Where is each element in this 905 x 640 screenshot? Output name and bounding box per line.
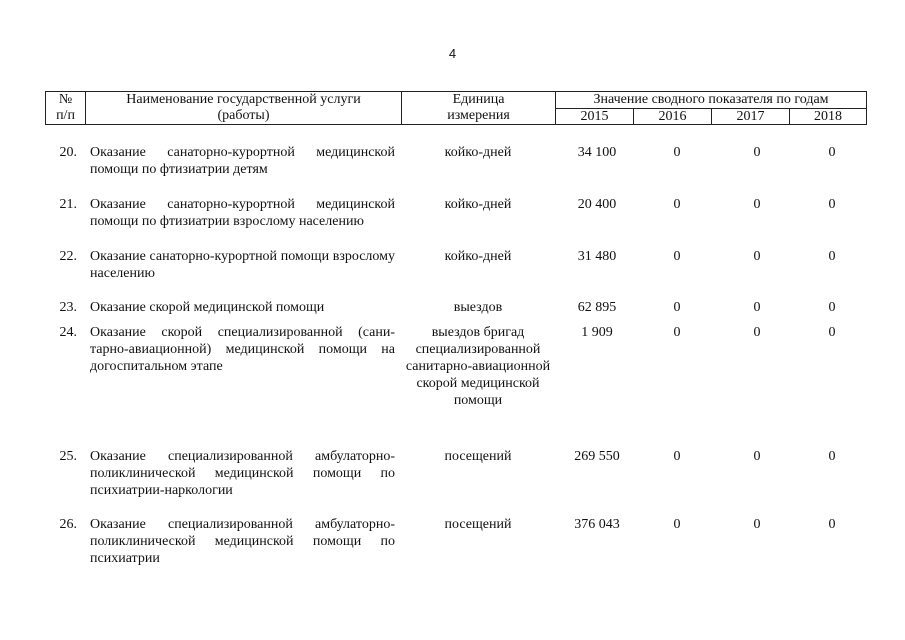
service-name: Оказание санаторно-курортной медицинской помощи по фтизиатрии детям bbox=[90, 145, 395, 177]
value-2016: 0 bbox=[673, 197, 681, 212]
service-name: Оказание скорой специализированной (сани-тарно-авиационной) медицинской помощи на догоспитальном этапе bbox=[90, 325, 395, 374]
value-2018: 0 bbox=[828, 300, 836, 315]
header-name-line1: Наименование государственной услуги bbox=[126, 92, 361, 107]
header-unit-line1: Единица bbox=[452, 92, 505, 107]
value-2016: 0 bbox=[673, 300, 681, 315]
header-num bbox=[46, 92, 85, 124]
value-2018: 0 bbox=[828, 449, 836, 464]
value-2015: 376 043 bbox=[574, 517, 620, 532]
row-number: 25. bbox=[59, 449, 77, 464]
header-name-line2: (работы) bbox=[217, 108, 270, 123]
service-name: Оказание специализированной амбулаторно-поликлинической медицинской помощи по психиатрии bbox=[90, 517, 395, 566]
table-header bbox=[45, 91, 867, 125]
header-year-2018: 2018 bbox=[814, 109, 842, 124]
value-2018: 0 bbox=[828, 249, 836, 264]
value-2018: 0 bbox=[828, 145, 836, 160]
row-number: 26. bbox=[59, 517, 77, 532]
header-vline bbox=[866, 91, 867, 125]
unit-of-measure: посещений bbox=[444, 449, 512, 464]
row-number: 23. bbox=[59, 300, 77, 315]
header-unit bbox=[402, 92, 555, 124]
value-2016: 0 bbox=[673, 325, 681, 340]
value-2017: 0 bbox=[753, 517, 761, 532]
value-2017: 0 bbox=[753, 249, 761, 264]
value-2016: 0 bbox=[673, 145, 681, 160]
value-2018: 0 bbox=[828, 325, 836, 340]
header-year-2017: 2017 bbox=[736, 109, 765, 124]
header-num-line2: п/п bbox=[56, 108, 75, 123]
header-name bbox=[86, 92, 401, 124]
unit-of-measure: койко-дней bbox=[444, 197, 512, 212]
value-2016: 0 bbox=[673, 249, 681, 264]
value-2018: 0 bbox=[828, 517, 836, 532]
row-number: 20. bbox=[59, 145, 77, 160]
unit-of-measure: посещений bbox=[444, 517, 512, 532]
service-name: Оказание санаторно-курортной помощи взрослому населению bbox=[90, 249, 395, 281]
value-2017: 0 bbox=[753, 145, 761, 160]
page-number: 4 bbox=[448, 46, 457, 61]
value-2017: 0 bbox=[753, 300, 761, 315]
value-2015: 269 550 bbox=[574, 449, 620, 464]
row-number: 24. bbox=[59, 325, 77, 340]
value-2015: 1 909 bbox=[581, 325, 613, 340]
value-2017: 0 bbox=[753, 197, 761, 212]
header-unit-line2: измерения bbox=[447, 108, 510, 123]
value-2016: 0 bbox=[673, 517, 681, 532]
unit-of-measure: выездов bbox=[453, 300, 503, 315]
value-2015: 31 480 bbox=[577, 249, 617, 264]
value-2018: 0 bbox=[828, 197, 836, 212]
header-values-title: Значение сводного показателя по годам bbox=[593, 92, 829, 107]
unit-of-measure: койко-дней bbox=[444, 145, 512, 160]
value-2015: 20 400 bbox=[577, 197, 617, 212]
row-number: 22. bbox=[59, 249, 77, 264]
unit-of-measure: койко-дней bbox=[444, 249, 512, 264]
value-2017: 0 bbox=[753, 325, 761, 340]
service-name: Оказание санаторно-курортной медицинской помощи по фтизиатрии взрослому населению bbox=[90, 197, 395, 229]
value-2017: 0 bbox=[753, 449, 761, 464]
header-year-2016: 2016 bbox=[658, 109, 687, 124]
service-name: Оказание скорой медицинской помощи bbox=[90, 300, 325, 315]
value-2015: 62 895 bbox=[577, 300, 617, 315]
header-num-line1: № bbox=[58, 92, 73, 107]
value-2015: 34 100 bbox=[577, 145, 617, 160]
unit-of-measure: выездов бригад специализированной санитарно-авиационной скорой медицинской помощи bbox=[405, 325, 551, 408]
header-year-2015: 2015 bbox=[580, 109, 609, 124]
value-2016: 0 bbox=[673, 449, 681, 464]
row-number: 21. bbox=[59, 197, 77, 212]
service-name: Оказание специализированной амбулаторно-поликлинической медицинской помощи по психиатрии-наркологии bbox=[90, 449, 395, 498]
